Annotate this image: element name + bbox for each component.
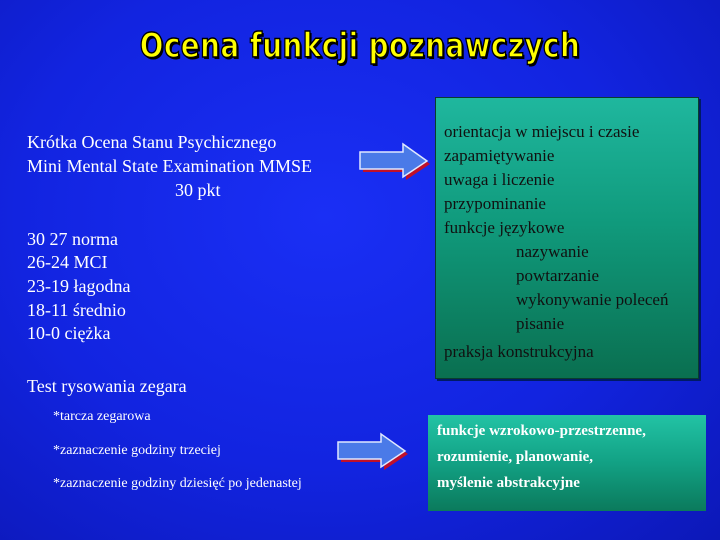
- function-visuospatial: funkcje wzrokowo-przestrzenne,: [437, 423, 646, 439]
- score-mci: 26-24 MCI: [27, 252, 108, 272]
- function-planning: rozumienie, planowanie,: [437, 449, 593, 465]
- clock-item-eleven-ten: *zaznaczenie godziny dziesięć po jedenastej: [53, 476, 302, 491]
- score-normal: 30 27 norma: [27, 229, 118, 249]
- score-mild: 23-19 łagodna: [27, 276, 131, 296]
- domain-praxis: praksja konstrukcyjna: [444, 342, 594, 361]
- mmse-line-2: Mini Mental State Examination MMSE: [27, 156, 312, 176]
- mmse-points: 30 pkt: [175, 180, 221, 200]
- score-moderate: 18-11 średnio: [27, 300, 126, 320]
- clock-item-face: *tarcza zegarowa: [53, 409, 151, 424]
- cognitive-domains-box: [435, 97, 699, 379]
- arrow-right-icon: [358, 141, 432, 181]
- domain-attention: uwaga i liczenie: [444, 170, 555, 189]
- arrow-right-icon: [336, 431, 410, 471]
- function-abstract-thinking: myślenie abstrakcyjne: [437, 475, 580, 491]
- language-naming: nazywanie: [516, 242, 589, 261]
- mmse-line-1: Krótka Ocena Stanu Psychicznego: [27, 132, 277, 152]
- clock-test-heading: Test rysowania zegara: [27, 376, 187, 396]
- score-severe: 10-0 ciężka: [27, 323, 111, 343]
- slide-title: Ocena funkcji poznawczych: [139, 26, 581, 66]
- domain-recall: przypominanie: [444, 194, 546, 213]
- language-repetition: powtarzanie: [516, 266, 600, 285]
- clock-item-three: *zaznaczenie godziny trzeciej: [53, 443, 221, 458]
- language-writing: pisanie: [516, 314, 565, 333]
- domain-orientation: orientacja w miejscu i czasie: [444, 122, 640, 141]
- clock-functions-box: [428, 415, 706, 511]
- domain-memorization: zapamiętywanie: [444, 146, 555, 165]
- language-commands: wykonywanie poleceń: [516, 290, 669, 309]
- domain-language: funkcje językowe: [444, 218, 565, 237]
